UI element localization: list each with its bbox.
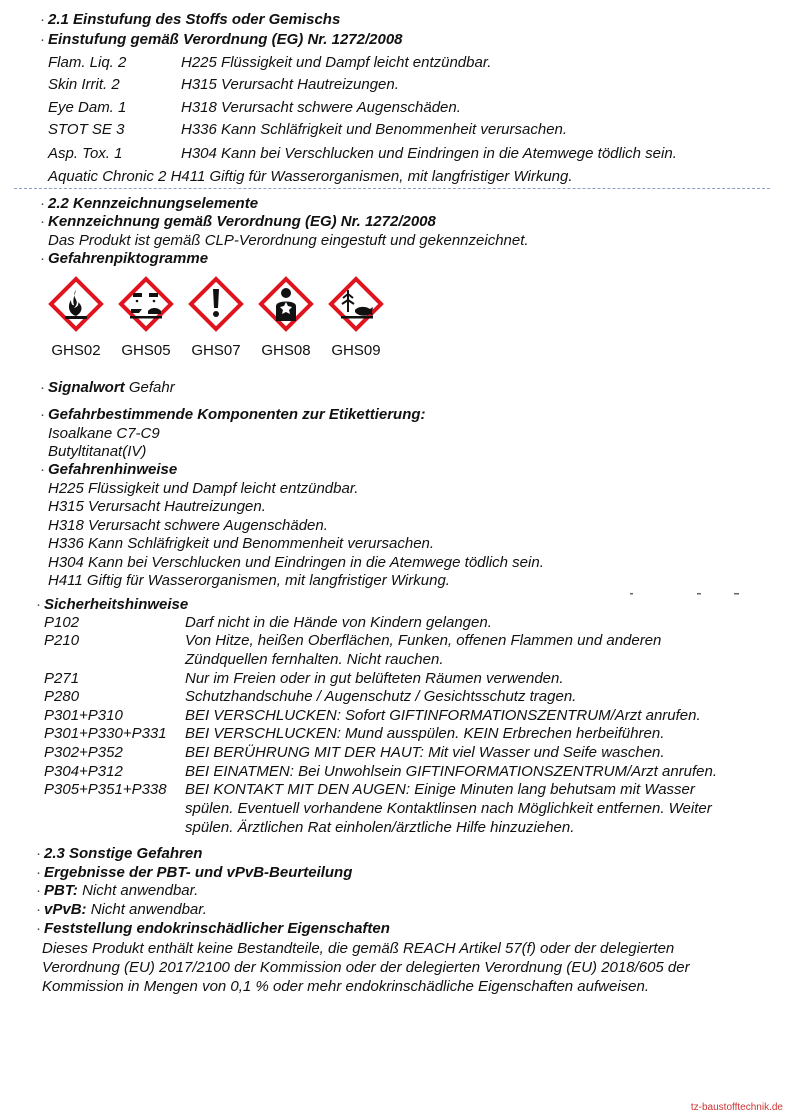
- p-text: Von Hitze, heißen Oberflächen, Funken, offenen Flammen und anderen: [185, 632, 662, 649]
- p-text: BEI EINATMEN: Bei Unwohlsein GIFTINFORMATIONSZENTRUM/Arzt anrufen.: [185, 763, 718, 780]
- component-item: Isoalkane C7-C9: [48, 425, 160, 442]
- p-code: P271: [44, 670, 80, 687]
- p-text: BEI KONTAKT MIT DEN AUGEN: Einige Minuten lang behutsam mit Wasser: [185, 781, 695, 798]
- classification-row: Flam. Liq. 2: [48, 54, 127, 71]
- p-text: Darf nicht in die Hände von Kindern gelangen.: [185, 614, 492, 631]
- pbt-result: · PBT: Nicht anwendbar.: [36, 882, 199, 899]
- vpvb-result: · vPvB: Nicht anwendbar.: [36, 901, 207, 918]
- environment-icon: [328, 276, 384, 332]
- section-2-3-title: · 2.3 Sonstige Gefahren: [36, 845, 203, 862]
- classification-text: H225 Flüssigkeit und Dampf leicht entzündbar.: [181, 54, 492, 71]
- p-code: P301+P330+P331: [44, 725, 167, 742]
- faint-marks: [630, 592, 740, 596]
- endocrine-text: Verordnung (EU) 2017/2100 der Kommission oder der delegierten Verordnung (EU) 2018/605 der: [42, 959, 690, 976]
- pictogram-label: GHS05: [121, 342, 171, 359]
- section-separator: [14, 188, 770, 189]
- aquatic-classification: Aquatic Chronic 2 H411 Giftig für Wasserorganismen, mit langfristiger Wirkung.: [48, 168, 573, 185]
- p-text: Zündquellen fernhalten. Nicht rauchen.: [185, 651, 444, 668]
- precautionary-title: · Sicherheitshinweise: [36, 596, 189, 613]
- hazard-statement: H304 Kann bei Verschlucken und Eindringen in die Atemwege tödlich sein.: [48, 554, 544, 571]
- p-text: spülen. Eventuell vorhandene Kontaktlinsen nach Möglichkeit entfernen. Weiter: [185, 800, 712, 817]
- section-2-2-title: · 2.2 Kennzeichnungselemente: [40, 195, 259, 212]
- component-item: Butyltitanat(IV): [48, 443, 147, 460]
- pictogram-label: GHS08: [261, 342, 311, 359]
- endocrine-title: · Feststellung endokrinschädlicher Eigenschaften: [36, 920, 390, 937]
- p-code: P102: [44, 614, 80, 631]
- p-text: Nur im Freien oder in gut belüfteten Räumen verwenden.: [185, 670, 564, 687]
- clp-statement: Das Produkt ist gemäß CLP-Verordnung eingestuft und gekennzeichnet.: [48, 232, 529, 249]
- pictogram-label: GHS09: [331, 342, 381, 359]
- hazard-statement: H315 Verursacht Hautreizungen.: [48, 498, 266, 515]
- pictogram-label: GHS02: [51, 342, 101, 359]
- flame-icon: [48, 276, 104, 332]
- classification-text: H304 Kann bei Verschlucken und Eindringen in die Atemwege tödlich sein.: [181, 145, 677, 162]
- p-code: P280: [44, 688, 80, 705]
- p-text: spülen. Ärztlichen Rat einholen/ärztliche Hilfe hinzuziehen.: [185, 819, 575, 836]
- pbt-assessment-title: · Ergebnisse der PBT- und vPvB-Beurteilung: [36, 864, 353, 881]
- endocrine-text: Dieses Produkt enthält keine Bestandteile, die gemäß REACH Artikel 57(f) oder der delegierten: [42, 940, 675, 957]
- hazard-statement: H336 Kann Schläfrigkeit und Benommenheit verursachen.: [48, 535, 435, 552]
- health-hazard-icon: [258, 276, 314, 332]
- classification-row: STOT SE 3: [48, 121, 125, 138]
- p-text: BEI BERÜHRUNG MIT DER HAUT: Mit viel Wasser und Seife waschen.: [185, 744, 665, 761]
- classification-text: H315 Verursacht Hautreizungen.: [181, 76, 399, 93]
- hazard-statement: H225 Flüssigkeit und Dampf leicht entzündbar.: [48, 480, 359, 497]
- endocrine-text: Kommission in Mengen von 0,1 % oder mehr endokrinschädliche Eigenschaften aufweisen.: [42, 978, 650, 995]
- components-title: · Gefahrbestimmende Komponenten zur Etikettierung:: [40, 406, 426, 423]
- classification-row: Skin Irrit. 2: [48, 76, 120, 93]
- p-text: BEI VERSCHLUCKEN: Mund ausspülen. KEIN Erbrechen herbeiführen.: [185, 725, 665, 742]
- section-2-1-title: · 2.1 Einstufung des Stoffs oder Gemischs: [40, 11, 341, 28]
- section-2-2-subtitle: · Kennzeichnung gemäß Verordnung (EG) Nr. 1272/2008: [40, 213, 436, 230]
- classification-row: Eye Dam. 1: [48, 99, 127, 116]
- corrosion-icon: [118, 276, 174, 332]
- hazard-statement: H318 Verursacht schwere Augenschäden.: [48, 517, 328, 534]
- p-code: P210: [44, 632, 80, 649]
- p-code: P301+P310: [44, 707, 123, 724]
- p-code: P302+P352: [44, 744, 123, 761]
- p-text: BEI VERSCHLUCKEN: Sofort GIFTINFORMATIONSZENTRUM/Arzt anrufen.: [185, 707, 701, 724]
- p-text: Schutzhandschuhe / Augenschutz / Gesichtsschutz tragen.: [185, 688, 577, 705]
- classification-text: H336 Kann Schläfrigkeit und Benommenheit verursachen.: [181, 121, 568, 138]
- exclamation-icon: [188, 276, 244, 332]
- hazard-statements-title: · Gefahrenhinweise: [40, 461, 178, 478]
- section-2-1-subtitle: · Einstufung gemäß Verordnung (EG) Nr. 1272/2008: [40, 31, 403, 48]
- p-code: P304+P312: [44, 763, 123, 780]
- pictograms-title: · Gefahrenpiktogramme: [40, 250, 209, 267]
- p-code: P305+P351+P338: [44, 781, 167, 798]
- signal-word: · Signalwort Gefahr: [40, 379, 175, 396]
- pictogram-label: GHS07: [191, 342, 241, 359]
- classification-row: Asp. Tox. 1: [48, 145, 123, 162]
- hazard-statement: H411 Giftig für Wasserorganismen, mit langfristiger Wirkung.: [48, 572, 450, 589]
- footer-website: tz-baustofftechnik.de: [690, 1102, 783, 1113]
- classification-text: H318 Verursacht schwere Augenschäden.: [181, 99, 461, 116]
